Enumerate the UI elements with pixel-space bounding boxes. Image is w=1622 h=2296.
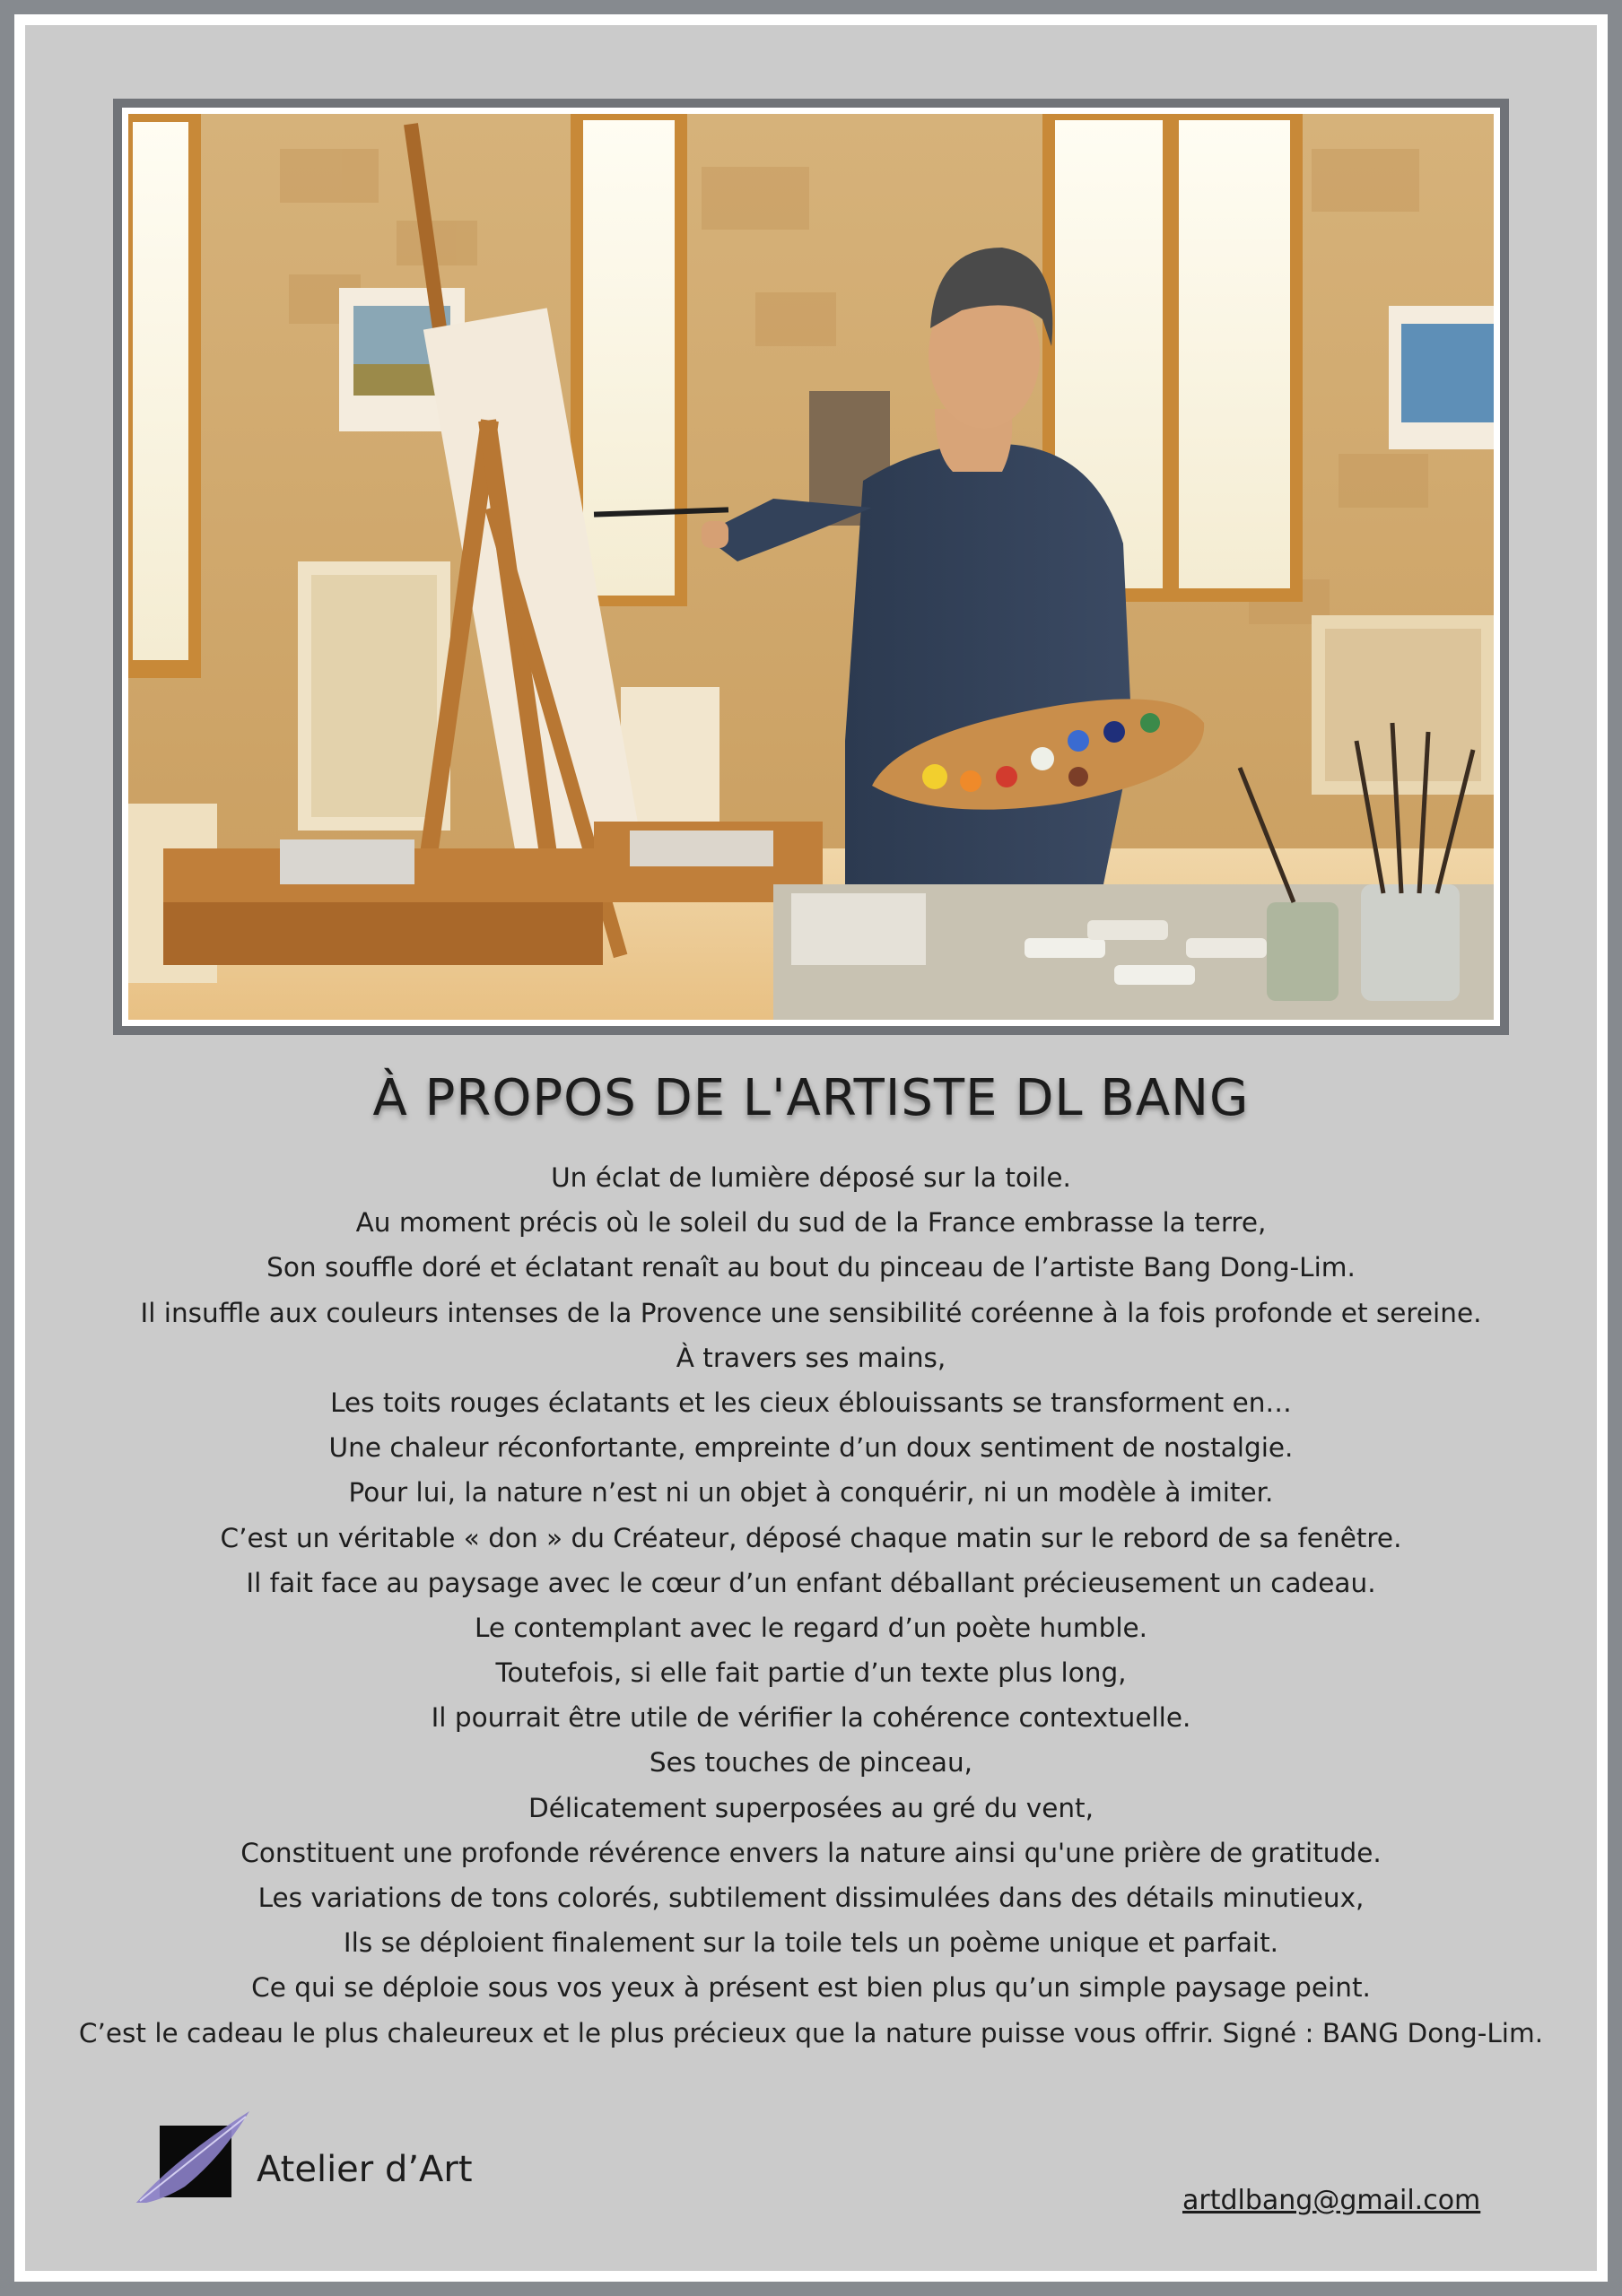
artist-poem	[25, 1155, 1597, 2056]
poem-line: Il fait face au paysage avec le cœur d’un enfant déballant précieusement un cadeau.	[246, 1567, 1376, 1598]
poem-line: Pour lui, la nature n’est ni un objet à conquérir, ni un modèle à imiter.	[348, 1477, 1274, 1509]
poem-line: Délicatement superposées au gré du vent,	[528, 1792, 1094, 1823]
poem-line: Toutefois, si elle fait partie d’un texte plus long,	[495, 1657, 1127, 1689]
poem-line: Ce qui se déploie sous vos yeux à présent est bien plus qu’un simple paysage peint.	[251, 1972, 1371, 2004]
poem-line: Les variations de tons colorés, subtilement dissimulées dans des détails minutieux,	[257, 1883, 1365, 1913]
poem-line: Il insuffle aux couleurs intenses de la Provence une sensibilité coréenne à la fois profonde et sereine.	[140, 1297, 1482, 1328]
poster-page	[25, 25, 1597, 2271]
atelier-logo	[131, 2104, 490, 2203]
poem-line: Au moment précis où le soleil du sud de la France embrasse la terre,	[355, 1207, 1267, 1239]
logo-text: Atelier d’Art	[257, 2149, 473, 2190]
contact-email-link[interactable]: artdlbang@gmail.com	[1182, 2185, 1481, 2216]
page-title: À PROPOS DE L'ARTISTE DL BANG	[372, 1069, 1250, 1127]
poem-line: Ses touches de pinceau,	[649, 1747, 973, 1779]
poem-line: À travers ses mains,	[676, 1342, 946, 1373]
poem-line: C’est le cadeau le plus chaleureux et le plus précieux que la nature puisse vous offrir. Signé : BANG Dong-Lim.	[78, 2017, 1544, 2048]
poem-line: Son souffle doré et éclatant renaît au bout du pinceau de l’artiste Bang Dong-Lim.	[266, 1252, 1356, 1283]
poem-line: Le contemplant avec le regard d’un poète humble.	[474, 1612, 1148, 1643]
photo-frame	[113, 99, 1509, 1035]
poem-line: Une chaleur réconfortante, empreinte d’un doux sentiment de nostalgie.	[328, 1432, 1294, 1464]
poem-line: Les toits rouges éclatants et les cieux éblouissants se transforment en…	[330, 1387, 1292, 1418]
feather-logo-icon	[131, 2104, 266, 2203]
photo-mat	[122, 108, 1500, 1026]
poem-line: Il pourrait être utile de vérifier la cohérence contextuelle.	[431, 1702, 1191, 1734]
poem-line: Un éclat de lumière déposé sur la toile.	[551, 1162, 1071, 1193]
poem-line: C’est un véritable « don » du Créateur, déposé chaque matin sur le rebord de sa fenêtre.	[220, 1522, 1402, 1553]
poem-line: Constituent une profonde révérence envers la nature ainsi qu'une prière de gratitude.	[240, 1837, 1382, 1868]
artist-studio-illustration	[127, 113, 1495, 1021]
poem-line: Ils se déploient finalement sur la toile tels un poème unique et parfait.	[343, 1927, 1279, 1959]
artist-photo	[127, 113, 1495, 1021]
